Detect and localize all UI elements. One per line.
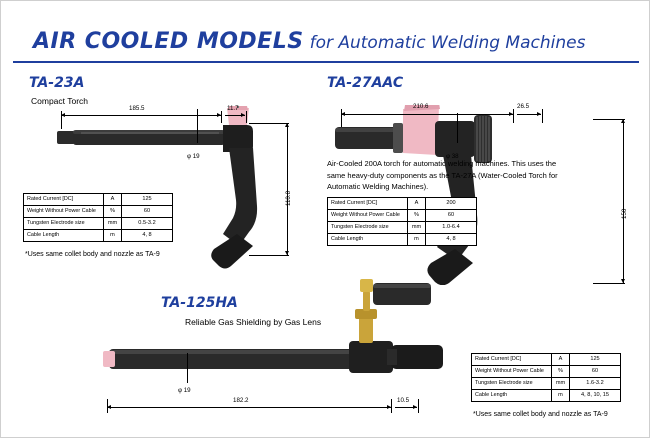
- spec-value: 125: [122, 194, 173, 206]
- spec-value: 60: [426, 210, 477, 222]
- spec-label: Cable Length: [328, 234, 408, 246]
- spec-value: 4, 8, 10, 15: [570, 390, 621, 402]
- dim-arrow-left-182-2: [107, 405, 111, 409]
- note-ta-27aac: Air-Cooled 200A torch for automatic welding machines. This uses the same heavy-duty components as the TA-27A (Water-Cooled Torch for Automatic Welding Machines).: [327, 159, 558, 192]
- page-title-main: AIR COOLED MODELS: [33, 29, 304, 54]
- ta-125ha-illustration: [101, 271, 451, 396]
- dim-arrow-left-185-5: [61, 113, 65, 117]
- dim-arrow-up-110-8: [285, 123, 289, 127]
- dim-tick-185-5-right: [221, 111, 222, 123]
- dim-tick-185-5-left: [61, 111, 62, 129]
- table-row: [472, 390, 621, 402]
- page-title-sub: for Automatic Welding Machines: [309, 33, 586, 53]
- dim-tick-110-8-top: [249, 123, 289, 124]
- spec-label: Cable Length: [472, 390, 552, 402]
- dim-leader-phi19: [197, 109, 198, 143]
- dim-label-150: 150: [621, 208, 628, 219]
- section-subtitle-ta-125ha: Reliable Gas Shielding by Gas Lens: [185, 317, 322, 327]
- table-row: [24, 218, 173, 230]
- dim-line-210-6: [341, 114, 513, 115]
- page-title: [33, 29, 585, 54]
- spec-label: Tungsten Electrode size: [328, 222, 408, 234]
- spec-table-ta-125ha: [471, 353, 621, 402]
- spec-unit: A: [104, 194, 122, 206]
- section-title-ta-27aac: TA-27AAC: [327, 75, 404, 91]
- spec-unit: m: [552, 390, 570, 402]
- spec-unit: %: [552, 366, 570, 378]
- table-row: [328, 198, 477, 210]
- dim-label-phi19-125ha: φ 19: [178, 387, 191, 394]
- spec-unit: m: [104, 230, 122, 242]
- section-title-ta-23a: TA-23A: [29, 75, 85, 91]
- spec-value: 4, 8: [122, 230, 173, 242]
- dim-tick-150-bottom: [593, 283, 625, 284]
- dim-arrow-up-150: [621, 119, 625, 123]
- dim-tick-210-6-left: [341, 109, 342, 127]
- spec-unit: mm: [408, 222, 426, 234]
- table-row: [472, 378, 621, 390]
- dim-label-10-5: 10.5: [397, 397, 410, 404]
- spec-value: 4, 8: [426, 234, 477, 246]
- spec-value: 1.0-6.4: [426, 222, 477, 234]
- dim-tick-10-5-right: [418, 399, 419, 413]
- dim-tick-182-2-left: [107, 399, 108, 413]
- dim-arrow-right-26-5: [537, 112, 541, 116]
- table-row: [24, 194, 173, 206]
- table-row: [328, 222, 477, 234]
- section-title-ta-125ha: TA-125HA: [161, 295, 238, 311]
- dim-tick-26-5-right: [542, 109, 543, 123]
- spec-value: 60: [570, 366, 621, 378]
- footnote-ta-125ha: *Uses same collet body and nozzle as TA-9: [473, 411, 608, 418]
- spec-value: 125: [570, 354, 621, 366]
- spec-unit: %: [104, 206, 122, 218]
- spec-unit: mm: [104, 218, 122, 230]
- spec-unit: %: [408, 210, 426, 222]
- spec-label: Weight Without Power Cable: [24, 206, 104, 218]
- dim-line-110-8: [287, 123, 288, 255]
- spec-value: 60: [122, 206, 173, 218]
- spec-label: Weight Without Power Cable: [472, 366, 552, 378]
- dim-label-185-5: 185.5: [129, 105, 145, 112]
- ta-23a-illustration: [51, 106, 301, 271]
- ta-27aac-illustration: [331, 105, 631, 285]
- dim-arrow-right-11-7: [241, 113, 245, 117]
- spec-value: 0.5-3.2: [122, 218, 173, 230]
- spec-table-ta-23a: [23, 193, 173, 242]
- dim-arrow-right-10-5: [413, 405, 417, 409]
- dim-label-11-7: 11.7: [227, 105, 239, 112]
- dim-leader-phi19-125ha: [187, 353, 188, 383]
- spec-label: Weight Without Power Cable: [328, 210, 408, 222]
- dim-tick-150-top: [593, 119, 625, 120]
- dim-label-182-2: 182.2: [233, 397, 249, 404]
- spec-label: Tungsten Electrode size: [472, 378, 552, 390]
- dim-tick-182-2-right: [391, 399, 392, 413]
- table-row: [472, 354, 621, 366]
- table-row: [328, 234, 477, 246]
- spec-table-ta-27aac: [327, 197, 477, 246]
- spec-unit: m: [408, 234, 426, 246]
- dim-tick-110-8-bottom: [249, 255, 289, 256]
- dim-tick-11-7-right: [246, 111, 247, 123]
- spec-label: Tungsten Electrode size: [24, 218, 104, 230]
- dim-arrow-left-210-6: [341, 112, 345, 116]
- dim-line-150: [623, 119, 624, 283]
- dim-line-182-2: [107, 407, 391, 408]
- table-row: [472, 366, 621, 378]
- spec-unit: mm: [552, 378, 570, 390]
- spec-label: Rated Current [DC]: [24, 194, 104, 206]
- footnote-ta-23a: *Uses same collet body and nozzle as TA-9: [25, 251, 160, 258]
- spec-unit: A: [408, 198, 426, 210]
- spec-label: Rated Current [DC]: [328, 198, 408, 210]
- spec-value: 200: [426, 198, 477, 210]
- header-divider: [13, 61, 639, 63]
- table-row: [24, 206, 173, 218]
- spec-value: 1.6-3.2: [570, 378, 621, 390]
- table-row: [328, 210, 477, 222]
- spec-label: Cable Length: [24, 230, 104, 242]
- dim-label-26-5: 26.5: [517, 103, 530, 110]
- spec-label: Rated Current [DC]: [472, 354, 552, 366]
- dim-leader-phi38: [457, 113, 458, 143]
- dim-tick-210-6-right: [513, 109, 514, 123]
- dim-label-110-8: 110.8: [285, 190, 292, 206]
- dim-label-phi19: φ 19: [187, 153, 200, 160]
- dim-label-210-6: 210.6: [413, 103, 429, 110]
- spec-unit: A: [552, 354, 570, 366]
- dim-label-phi38: φ 38: [446, 153, 459, 160]
- table-row: [24, 230, 173, 242]
- section-subtitle-ta-23a: Compact Torch: [31, 96, 89, 106]
